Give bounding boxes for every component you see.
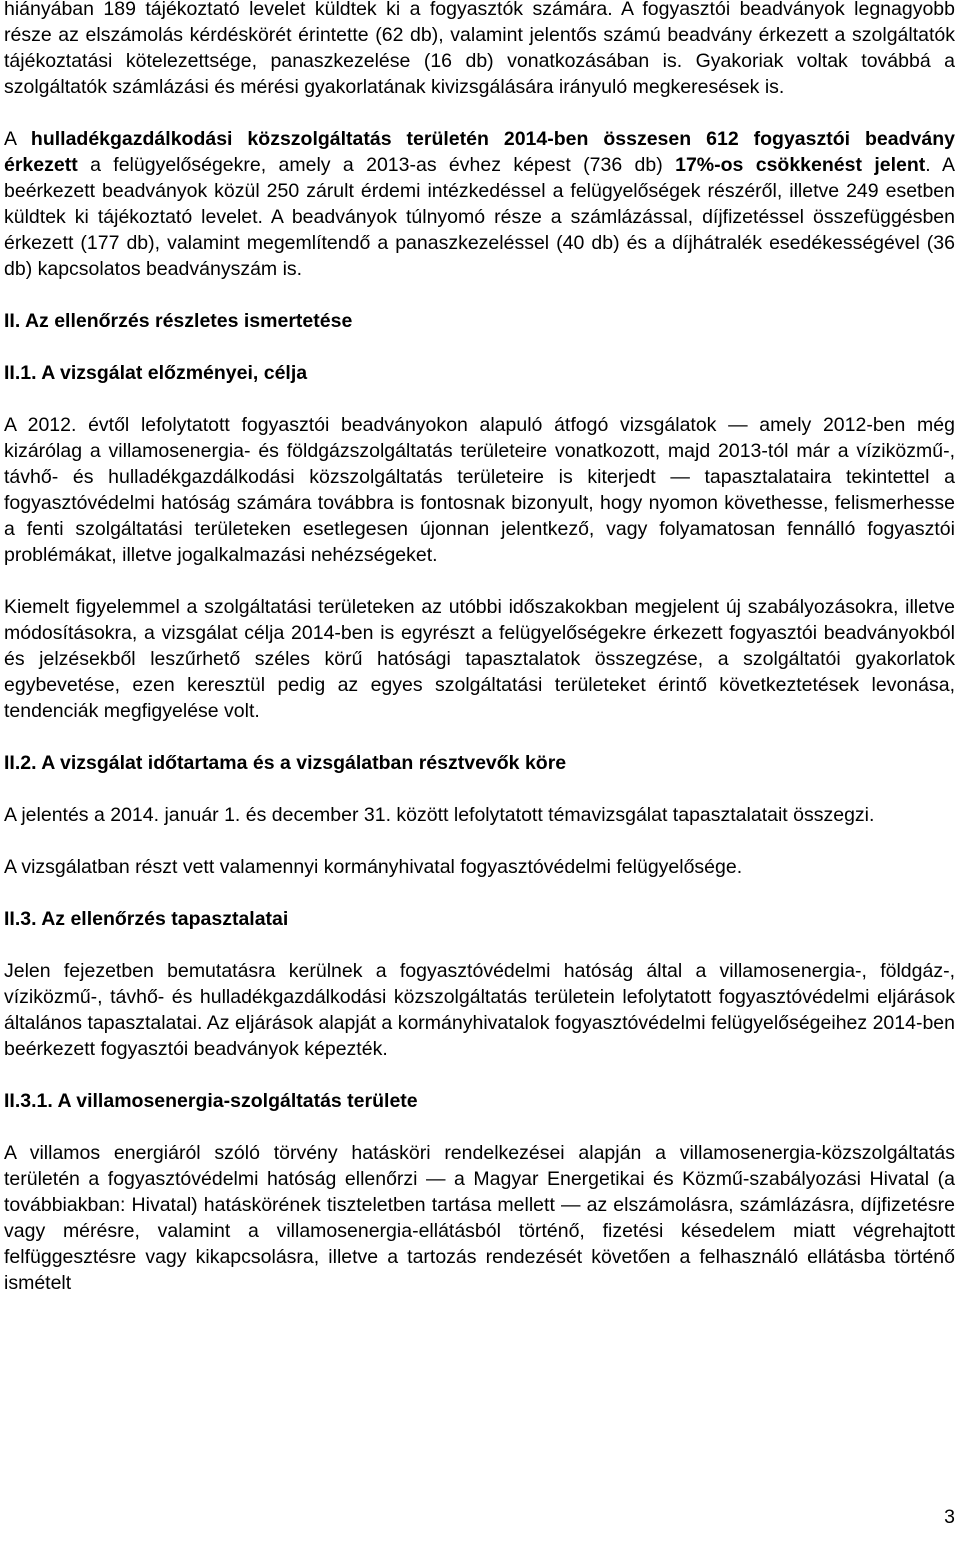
heading-II-3: II.3. Az ellenőrzés tapasztalatai bbox=[4, 908, 289, 930]
paragraph-8: A villamos energiáról szóló törvény hatásköri rendelkezései alapján a villamosenergia-közszolgáltatás területén a fogyasztóvédelmi hatóság ellenőrzi ― a Magyar Energetikai és Közmű-szabályozási Hivatal (a továbbiakban: Hivatal) hatáskörének tiszteletben tartása mellett ― az elszámolásra, számlázásra, díjfizetésre vagy mérésre, valamint a villamosenergia-ellátásból történő, fizetési késedelem miatt végrehajtott felfüggesztésre vagy kikapcsolásra, illetve a tartozás rendezését követően a felhasználó ellátásba történő ismételt bbox=[4, 1142, 955, 1294]
paragraph-4: Kiemelt figyelemmel a szolgáltatási területeken az utóbbi időszakokban megjelent új szabályozásokra, illetve módosításokra, a vizsgálat célja 2014-ben is egyrészt a felügyelőségekre érkezett fogyasztói beadványokból és jelzésekből leszűrhető széles körű hatósági tapasztalatok összegzése, a szolgáltatói gyakorlatok egybevetése, ezen keresztül pedig az egyes szolgáltatási területeket érintő következtetések levonása, tendenciák megfigyelése volt. bbox=[4, 596, 955, 722]
page-number: 3 bbox=[944, 1506, 955, 1528]
heading-II-3-1: II.3.1. A villamosenergia-szolgáltatás területe bbox=[4, 1090, 418, 1112]
paragraph-7: Jelen fejezetben bemutatásra kerülnek a fogyasztóvédelmi hatóság által a villamosenergia-, földgáz-, víziközmű-, távhő- és hulladékgazdálkodási közszolgáltatás területein lefolytatott fogyasztóvédelmi eljárások általános tapasztalatai. Az eljárások alapját a kormányhivatalok fogyasztóvédelmi felügyelőségeihez 2014-ben beérkezett fogyasztói beadványok képezték. bbox=[4, 960, 955, 1060]
paragraph-3: A 2012. évtől lefolytatott fogyasztói beadványokon alapuló átfogó vizsgálatok ― amely 2012-ben még kizárólag a villamosenergia- és földgázszolgáltatás területeire vonatkozott, majd 2013-tól már a víziközmű-, távhő- és hulladékgazdálkodási közszolgáltatás területeire is kiterjedt ― tapasztalataira tekintettel a fogyasztóvédelmi hatóság számára továbbra is fontosnak bizonyult, hogy nyomon követhesse, felismerhesse a fenti szolgáltatási területeken esetlegesen újonnan jelentkező, vagy folyamatosan fennálló fogyasztói problémákat, illetve jogalkalmazási nehézségeket. bbox=[4, 414, 955, 566]
paragraph-6: A vizsgálatban részt vett valamennyi kormányhivatal fogyasztóvédelmi felügyelősége. bbox=[4, 856, 743, 878]
p2-text-d: . A beérkezett beadványok közül 250 zárult érdemi intézkedéssel a felügyelőségek részéről, illetve 249 esetben küldtek ki tájékoztató levelet. A beadványok túlnyomó része a számlázással, díjfizetéssel összefüggésben érkezett (177 db), valamint megemlítendő a panaszkezeléssel (40 db) és a díjhátralék esedékességével (36 db) kapcsolatos beadványszám is. bbox=[4, 154, 955, 280]
paragraph-1: hiányában 189 tájékoztató levelet küldtek ki a fogyasztók számára. A fogyasztói beadványok legnagyobb része az elszámolás kérdéskörét érintette (62 db), valamint jelentős számú beadvány érkezett a szolgáltatók tájékoztatási kötelezettsége, panaszkezelése (16 db) vonatkozásában is. Gyakoriak voltak továbbá a szolgáltatók számlázási és mérési gyakorlatának kivizsgálására irányuló megkeresések is. bbox=[4, 0, 955, 98]
p2-bold-2: 17%-os csökkenést jelent bbox=[675, 154, 926, 176]
heading-II-2: II.2. A vizsgálat időtartama és a vizsgálatban résztvevők köre bbox=[4, 752, 567, 774]
paragraph-2 bbox=[4, 126, 955, 282]
paragraph-5: A jelentés a 2014. január 1. és december 31. között lefolytatott témavizsgálat tapasztalatait összegzi. bbox=[4, 804, 875, 826]
heading-II: II. Az ellenőrzés részletes ismertetése bbox=[4, 310, 353, 332]
p2-bold-1: hulladékgazdálkodási közszolgáltatás területén 2014-ben összesen 612 fogyasztói beadvány érkezett bbox=[4, 128, 955, 176]
heading-II-1: II.1. A vizsgálat előzményei, célja bbox=[4, 362, 308, 384]
p2-text-c: a felügyelőségekre, amely a 2013-as évhez képest (736 db) bbox=[77, 154, 676, 176]
document-page bbox=[4, 0, 955, 1541]
p2-text-a: A bbox=[4, 128, 31, 150]
